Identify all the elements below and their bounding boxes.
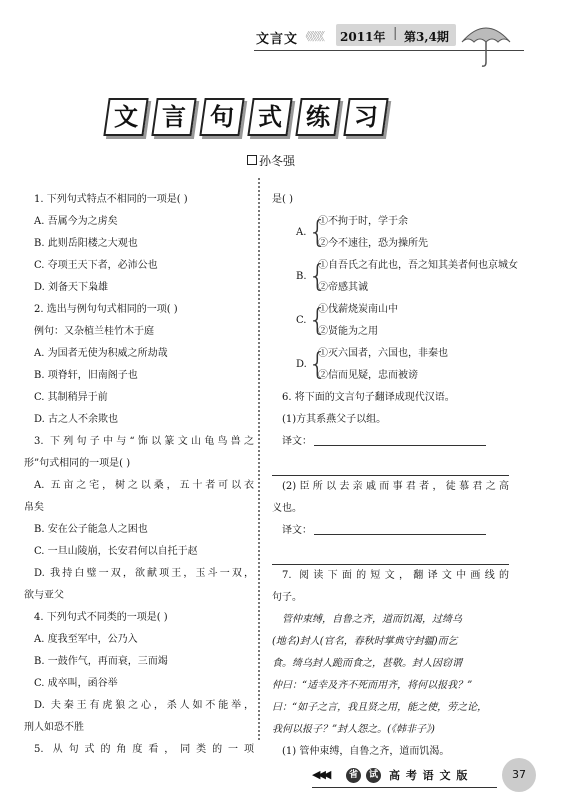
option-line: B. 一鼓作气，再而衰，三而竭 xyxy=(34,656,168,667)
option-line: ②信而见疑，忠而被谤 xyxy=(318,370,418,381)
passage-line: 曰：“如子之言，我且贤之用，能之使，劳之论， xyxy=(272,702,488,713)
issue-number: 第3,4期 xyxy=(404,30,449,44)
option-line: B. 此则岳阳楼之大观也 xyxy=(34,238,138,249)
translation-label: 译文： xyxy=(282,525,312,536)
page-header xyxy=(0,14,581,58)
author-name: 孙冬强 xyxy=(259,154,296,168)
page-footer xyxy=(312,766,552,788)
option-letter: D. xyxy=(296,359,307,370)
option-line: ①不拘于时，学于余 xyxy=(318,216,408,227)
option-line: ②帝感其诚 xyxy=(318,282,368,293)
title-char: 式 xyxy=(247,98,292,136)
option-letter: B. xyxy=(296,271,307,282)
option-group xyxy=(272,211,509,255)
question-line: 句子。 xyxy=(272,592,302,603)
option-line: A. 吾属今为之虏矣 xyxy=(34,216,118,227)
sentence-line: 义也。 xyxy=(272,503,302,514)
umbrella-icon xyxy=(458,20,514,70)
page-number: 37 xyxy=(502,758,536,792)
option-line: ①伐薪烧炭南山中 xyxy=(318,304,398,315)
title-char: 言 xyxy=(151,98,196,136)
footer-rule xyxy=(312,787,497,788)
question-line: 2. 选出与例句句式相同的一项( ) xyxy=(34,304,178,315)
option-line: 欲与亚父 xyxy=(24,590,64,601)
option-line: D. 刘备天下枭雄 xyxy=(34,282,109,293)
brace-icon: { xyxy=(308,347,328,382)
header-chevrons: 《《《《《 xyxy=(300,30,323,43)
option-letter: A. xyxy=(296,227,307,238)
option-group xyxy=(272,343,509,387)
passage-line: 我何以报子？”封人怨之。(《韩非子》) xyxy=(272,724,435,735)
option-line: C. 成卒叫，函谷举 xyxy=(34,678,118,689)
option-line: C. 夺项王天下者，必沛公也 xyxy=(34,260,158,271)
option-line: D. 夫秦王有虎狼之心，杀人如不能举， xyxy=(34,700,254,711)
author-line xyxy=(247,152,295,169)
translation-line xyxy=(272,520,509,542)
option-group xyxy=(272,255,518,299)
example-line: 例句：又杂植兰桂竹木于庭 xyxy=(34,326,154,337)
footer-title: 高 考 语 文 版 xyxy=(389,769,469,782)
option-line: A. 为国者无使为积威之所劫哉 xyxy=(34,348,168,359)
title-char: 练 xyxy=(295,98,340,136)
article-title xyxy=(0,98,581,134)
option-line: 刑人如恐不胜 xyxy=(24,722,84,733)
answer-blank[interactable] xyxy=(272,453,509,476)
footer-badge: 试 xyxy=(366,768,381,783)
option-line: C. 其制稍异于前 xyxy=(34,392,108,403)
sentence-line: (1)方其系燕父子以组。 xyxy=(282,414,387,425)
option-line: ①灭六国者，六国也，非秦也 xyxy=(318,348,448,359)
issue-year: 2011年 xyxy=(340,30,386,44)
author-box-icon xyxy=(247,155,257,165)
passage-line: 仲曰：“适幸及齐不死而用齐，将何以报我？” xyxy=(272,680,473,691)
translation-line xyxy=(272,431,509,453)
translation-label: 译文： xyxy=(282,436,312,447)
issue-separator: | xyxy=(393,26,398,41)
passage-line: 管仲束缚，自鲁之齐，道而饥渴，过绮乌 xyxy=(282,614,462,625)
left-column xyxy=(24,189,254,761)
answer-blank[interactable] xyxy=(314,433,486,446)
option-line: B. 项脊轩，旧南阁子也 xyxy=(34,370,138,381)
brace-icon: { xyxy=(308,259,328,294)
title-char: 文 xyxy=(103,98,148,136)
option-line: B. 安在公子能急人之困也 xyxy=(34,524,148,535)
sentence-line: (2)臣所以去亲戚而事君者，徒慕君之高 xyxy=(282,481,509,492)
answer-blank[interactable] xyxy=(272,542,509,565)
question-line: 7. 阅读下面的短文，翻译文中画线的 xyxy=(282,570,509,581)
option-line: ②贤能为之用 xyxy=(318,326,378,337)
option-line: 帛矣 xyxy=(24,502,44,513)
right-column xyxy=(272,189,518,763)
passage xyxy=(272,609,509,741)
option-line: D. 我持白璧一双，欲献项王，玉斗一双， xyxy=(34,568,254,579)
answer-blank[interactable] xyxy=(314,522,486,535)
option-line: A. 五亩之宅，树之以桑，五十者可以衣 xyxy=(34,480,254,491)
brace-icon: { xyxy=(308,303,328,338)
title-char: 习 xyxy=(343,98,388,136)
question-line: 6. 将下面的文言句子翻译成现代汉语。 xyxy=(282,392,455,403)
brace-icon: { xyxy=(308,215,328,250)
option-line: A. 度我至军中，公乃入 xyxy=(34,634,138,645)
sentence-line: (1) 管仲束缚，自鲁之齐，道而饥渴。 xyxy=(282,746,450,757)
title-char: 句 xyxy=(199,98,244,136)
option-line: ①自吾氏之有此也，吾之知其美者何也京城女 xyxy=(318,260,518,271)
arrow-left-icon: ◀◀◀ xyxy=(312,768,329,781)
option-letter: C. xyxy=(296,315,307,326)
option-line: C. 一旦山陵崩，长安君何以自托于赵 xyxy=(34,546,198,557)
question-line: 1. 下列句式特点不相同的一项是( ) xyxy=(34,194,188,205)
question-line: 是( ) xyxy=(272,194,293,205)
passage-line: (地名)封人(官名，春秋时掌典守封疆)而乞 xyxy=(272,636,458,647)
option-line: ②今不速往，恐为操所先 xyxy=(318,238,428,249)
footer-badge: 省 xyxy=(346,768,361,783)
question-line: 形”句式相同的一项是( ) xyxy=(24,458,131,469)
option-line: D. 古之人不余欺也 xyxy=(34,414,119,425)
column-divider xyxy=(258,178,260,740)
question-line: 3. 下列句子中与“饰以篆文山龟鸟兽之 xyxy=(34,436,254,447)
passage-line: 食。绮乌封人跪而食之，甚敬。封人因窃谓 xyxy=(272,658,462,669)
question-line: 4. 下列句式不同类的一项是( ) xyxy=(34,612,168,623)
question-line: 5. 从句式的角度看，同类的一项 xyxy=(34,744,254,755)
journal-name: 文言文 xyxy=(256,32,299,47)
option-group xyxy=(272,299,509,343)
